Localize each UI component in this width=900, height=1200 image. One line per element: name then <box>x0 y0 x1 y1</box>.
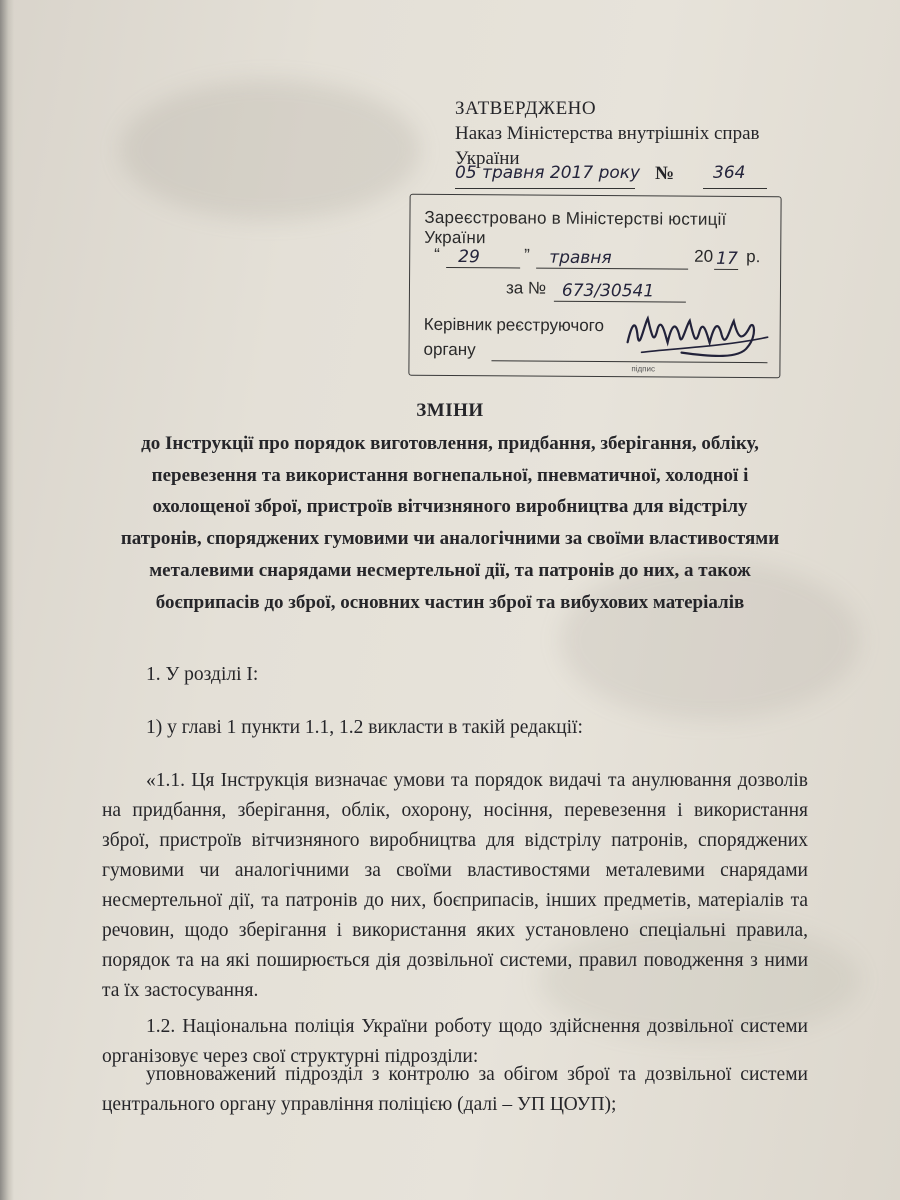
stamp-date-line: “ 29 ” травня 20 17 р. <box>434 244 761 269</box>
order-number-handwritten: 364 <box>713 163 746 183</box>
document-title: ЗМІНИ <box>416 400 484 421</box>
stamp-organ-label: органу <box>423 339 476 360</box>
registration-stamp <box>408 194 781 379</box>
order-date-handwritten: 05 травня 2017 року <box>455 163 641 183</box>
handwritten-signature <box>621 306 771 367</box>
stamp-reg-number-handwritten: 673/30541 <box>561 280 655 302</box>
stamp-reg-number-line: за № 673/30541 <box>506 278 696 303</box>
paragraph-1-2: 1.2. Національна поліція України роботу щодо здійснення дозвільної системи організовує через свої структурні підрозділи: <box>102 1016 808 1067</box>
page-edge-shadow <box>0 0 14 1200</box>
document-subtitle: до Інструкції про порядок виготовлення, придбання, зберігання, обліку, перевезення та використання вогнепальної, пневматичної, холодної і охолощеної зброї, пристроїв вітчизняного виробництва для відстрілу патронів, споряджених гумовими чи аналогічними за своїми властивостями металевими снарядами несмертельної дії, та патронів до них, а також боєприпасів до зброї, основних частин зброї та вибухових матеріалів <box>120 433 780 613</box>
paragraph-1-1: «1.1. Ця Інструкція визначає умови та порядок видачі та анулювання дозволів на придбання, зберігання, облік, охорону, носіння, перевезення і використання зброї, пристроїв вітчизняного виробництва для відстрілу патронів, споряджених гумовими чи аналогічними за своїми властивостями металевими снарядами несмертельної дії, та патронів до них, боєприпасів, інших предметів, матеріалів та речовин, щодо зберігання і використання яких установлено спеціальні правила, порядок та на які поширюється дія дозвільної системи, правил поводження з ними та їх застосування. <box>102 770 808 1001</box>
stamp-year-handwritten: 17 <box>716 248 738 269</box>
approval-order-line: Наказ Міністерства внутрішніх справ <box>455 123 760 144</box>
stamp-signature-caption: підпис <box>631 364 656 374</box>
order-number-label: № <box>655 163 675 184</box>
paragraph-1-2-item: уповноважений підрозділ з контролю за обігом зброї та дозвільної системи центрального органу управління поліцією (далі – УП ЦОУП); <box>102 1064 808 1115</box>
approval-title: ЗАТВЕРДЖЕНО <box>455 98 597 119</box>
stamp-head-label: Керівник реєструючого <box>423 314 605 336</box>
approval-block <box>455 96 775 171</box>
chapter-instruction: 1) у главі 1 пункти 1.1, 1.2 викласти в такій редакції: <box>146 717 583 738</box>
stamp-month-handwritten: травня <box>549 247 612 269</box>
order-date-number <box>455 163 767 189</box>
approval-country-line: України <box>455 148 520 169</box>
section-heading: 1. У розділі І: <box>146 664 259 685</box>
stamp-day-handwritten: 29 <box>458 247 480 268</box>
stamp-registered-line: Зареєстровано в Міністерстві юстиції України <box>424 207 727 248</box>
